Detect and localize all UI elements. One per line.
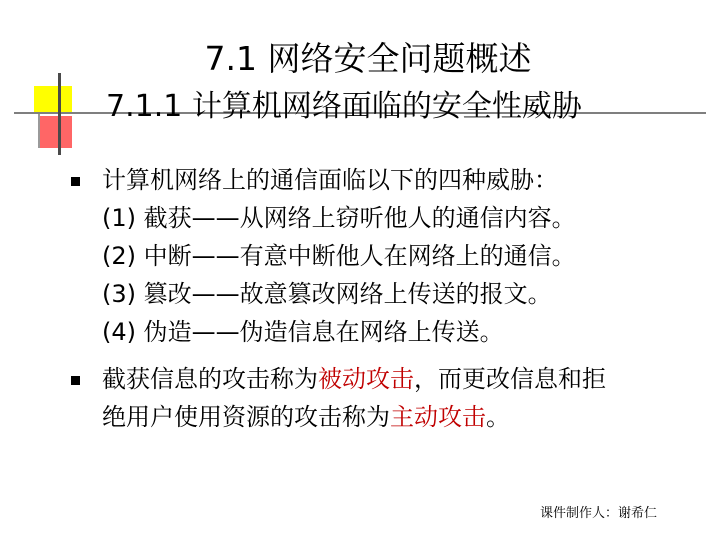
bullet-2-line-2-text: 绝用户使用资源的攻击称为 [102, 403, 390, 431]
bullet-1-line-4: (3) 篡改——故意篡改网络上传送的报文。 [102, 280, 552, 308]
bullet-2-line-2 [102, 405, 510, 429]
square-bullet-icon [71, 376, 80, 385]
square-bullet-icon [71, 177, 80, 186]
footer-credit: 课件制作人：谢希仁 [540, 506, 658, 521]
bullet-2-line-1-tail: ，而更改信息和拒 [414, 365, 606, 393]
page-subtitle: 7.1.1 计算机网络面临的安全性威胁 [106, 89, 582, 124]
decorative-yellow-block [34, 86, 72, 112]
bullet-2-line-1 [102, 367, 606, 391]
active-attack-term: 主动攻击 [390, 403, 486, 431]
page-title: 7.1 网络安全问题概述 [204, 39, 532, 78]
bullet-1-line-1: 计算机网络上的通信面临以下的四种威胁： [102, 166, 558, 194]
decorative-vertical-line [58, 73, 61, 155]
bullet-1-line-2: (1) 截获——从网络上窃听他人的通信内容。 [102, 204, 576, 232]
bullet-1-line-3: (2) 中断——有意中断他人在网络上的通信。 [102, 242, 576, 270]
bullet-2-line-2-tail: 。 [486, 403, 510, 431]
decorative-vertical-line-secondary [38, 114, 40, 148]
decorative-pink-block [38, 116, 72, 148]
passive-attack-term: 被动攻击 [318, 365, 414, 393]
bullet-1-line-5: (4) 伪造——伪造信息在网络上传送。 [102, 318, 504, 346]
bullet-2-line-1-text: 截获信息的攻击称为 [102, 365, 318, 393]
